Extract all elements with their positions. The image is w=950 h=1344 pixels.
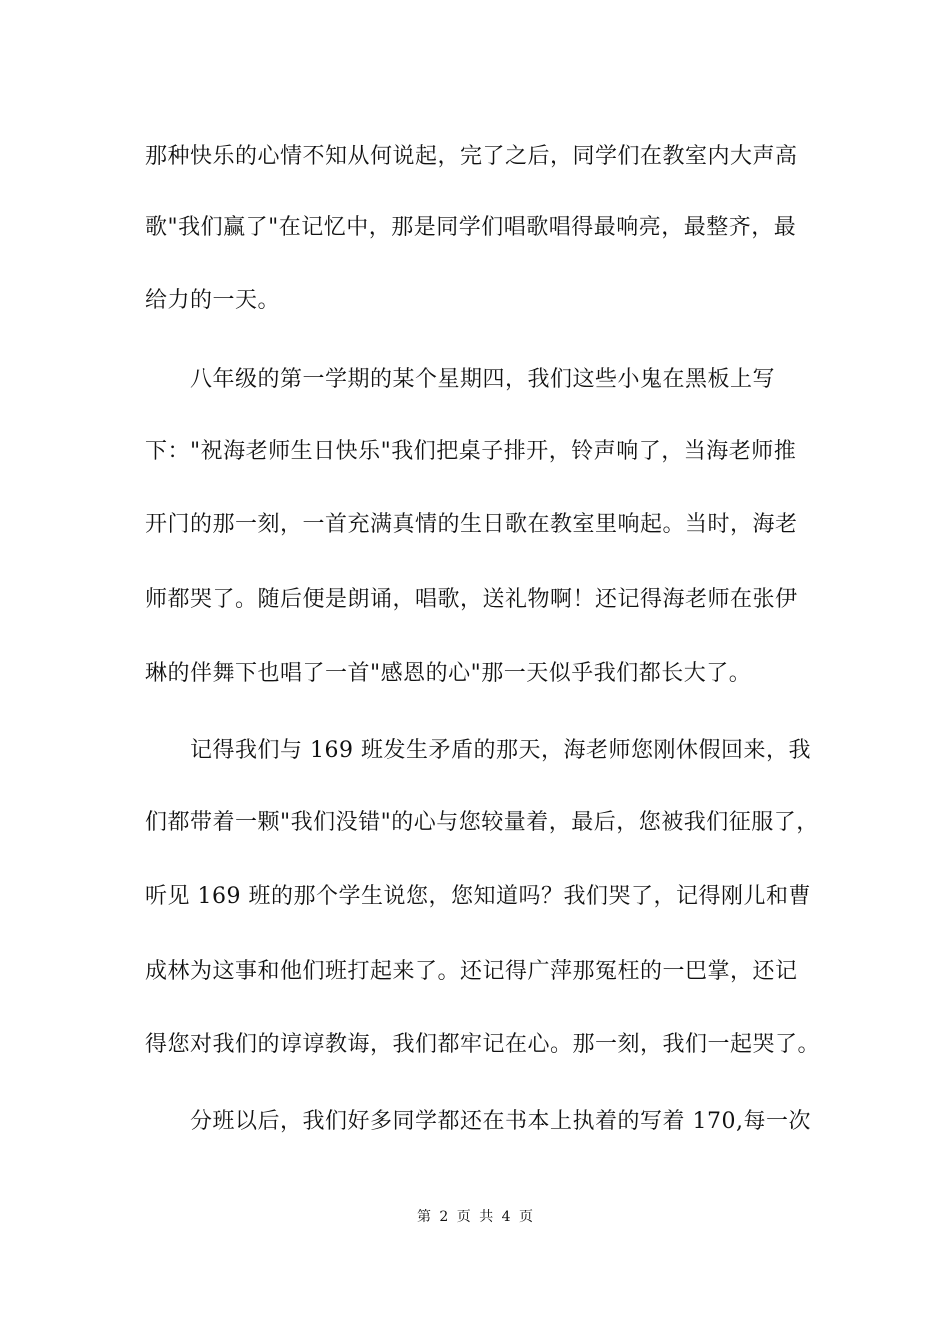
text-line: 琳的伴舞下也唱了一首"感恩的心"那一天似乎我们都长大了。 xyxy=(145,661,752,686)
text-line: 歌"我们赢了"在记忆中，那是同学们唱歌唱得最响亮，最整齐，最 xyxy=(145,215,797,240)
text-line: 开门的那一刻，一首充满真情的生日歌在教室里响起。当时，海老 xyxy=(145,512,798,537)
text-line: 下："祝海老师生日快乐"我们把桌子排开，铃声响了，当海老师推 xyxy=(145,439,797,464)
text-line: 们都带着一颗"我们没错"的心与您较量着，最后，您被我们征服了， xyxy=(145,810,819,835)
text-line: 听见 169 班的那个学生说您，您知道吗？我们哭了，记得刚儿和曹 xyxy=(145,884,811,909)
paragraph-first-line: 记得我们与 169 班发生矛盾的那天，海老师您刚休假回来，我 xyxy=(190,738,811,763)
paragraph-first-line: 八年级的第一学期的某个星期四，我们这些小鬼在黑板上写 xyxy=(190,367,776,392)
paragraph-first-line: 分班以后，我们好多同学都还在书本上执着的写着 170,每一次 xyxy=(190,1109,811,1134)
text-line: 给力的一天。 xyxy=(145,288,281,313)
text-line: 师都哭了。随后便是朗诵，唱歌，送礼物啊！还记得海老师在张伊 xyxy=(145,587,798,612)
text-line: 得您对我们的谆谆教诲，我们都牢记在心。那一刻，我们一起哭了。 xyxy=(145,1032,821,1057)
text-line: 成林为这事和他们班打起来了。还记得广萍那冤枉的一巴掌，还记 xyxy=(145,959,798,984)
page-number-footer: 第 2 页 共 4 页 xyxy=(416,1209,534,1225)
text-line: 那种快乐的心情不知从何说起，完了之后，同学们在教室内大声高 xyxy=(145,144,798,169)
